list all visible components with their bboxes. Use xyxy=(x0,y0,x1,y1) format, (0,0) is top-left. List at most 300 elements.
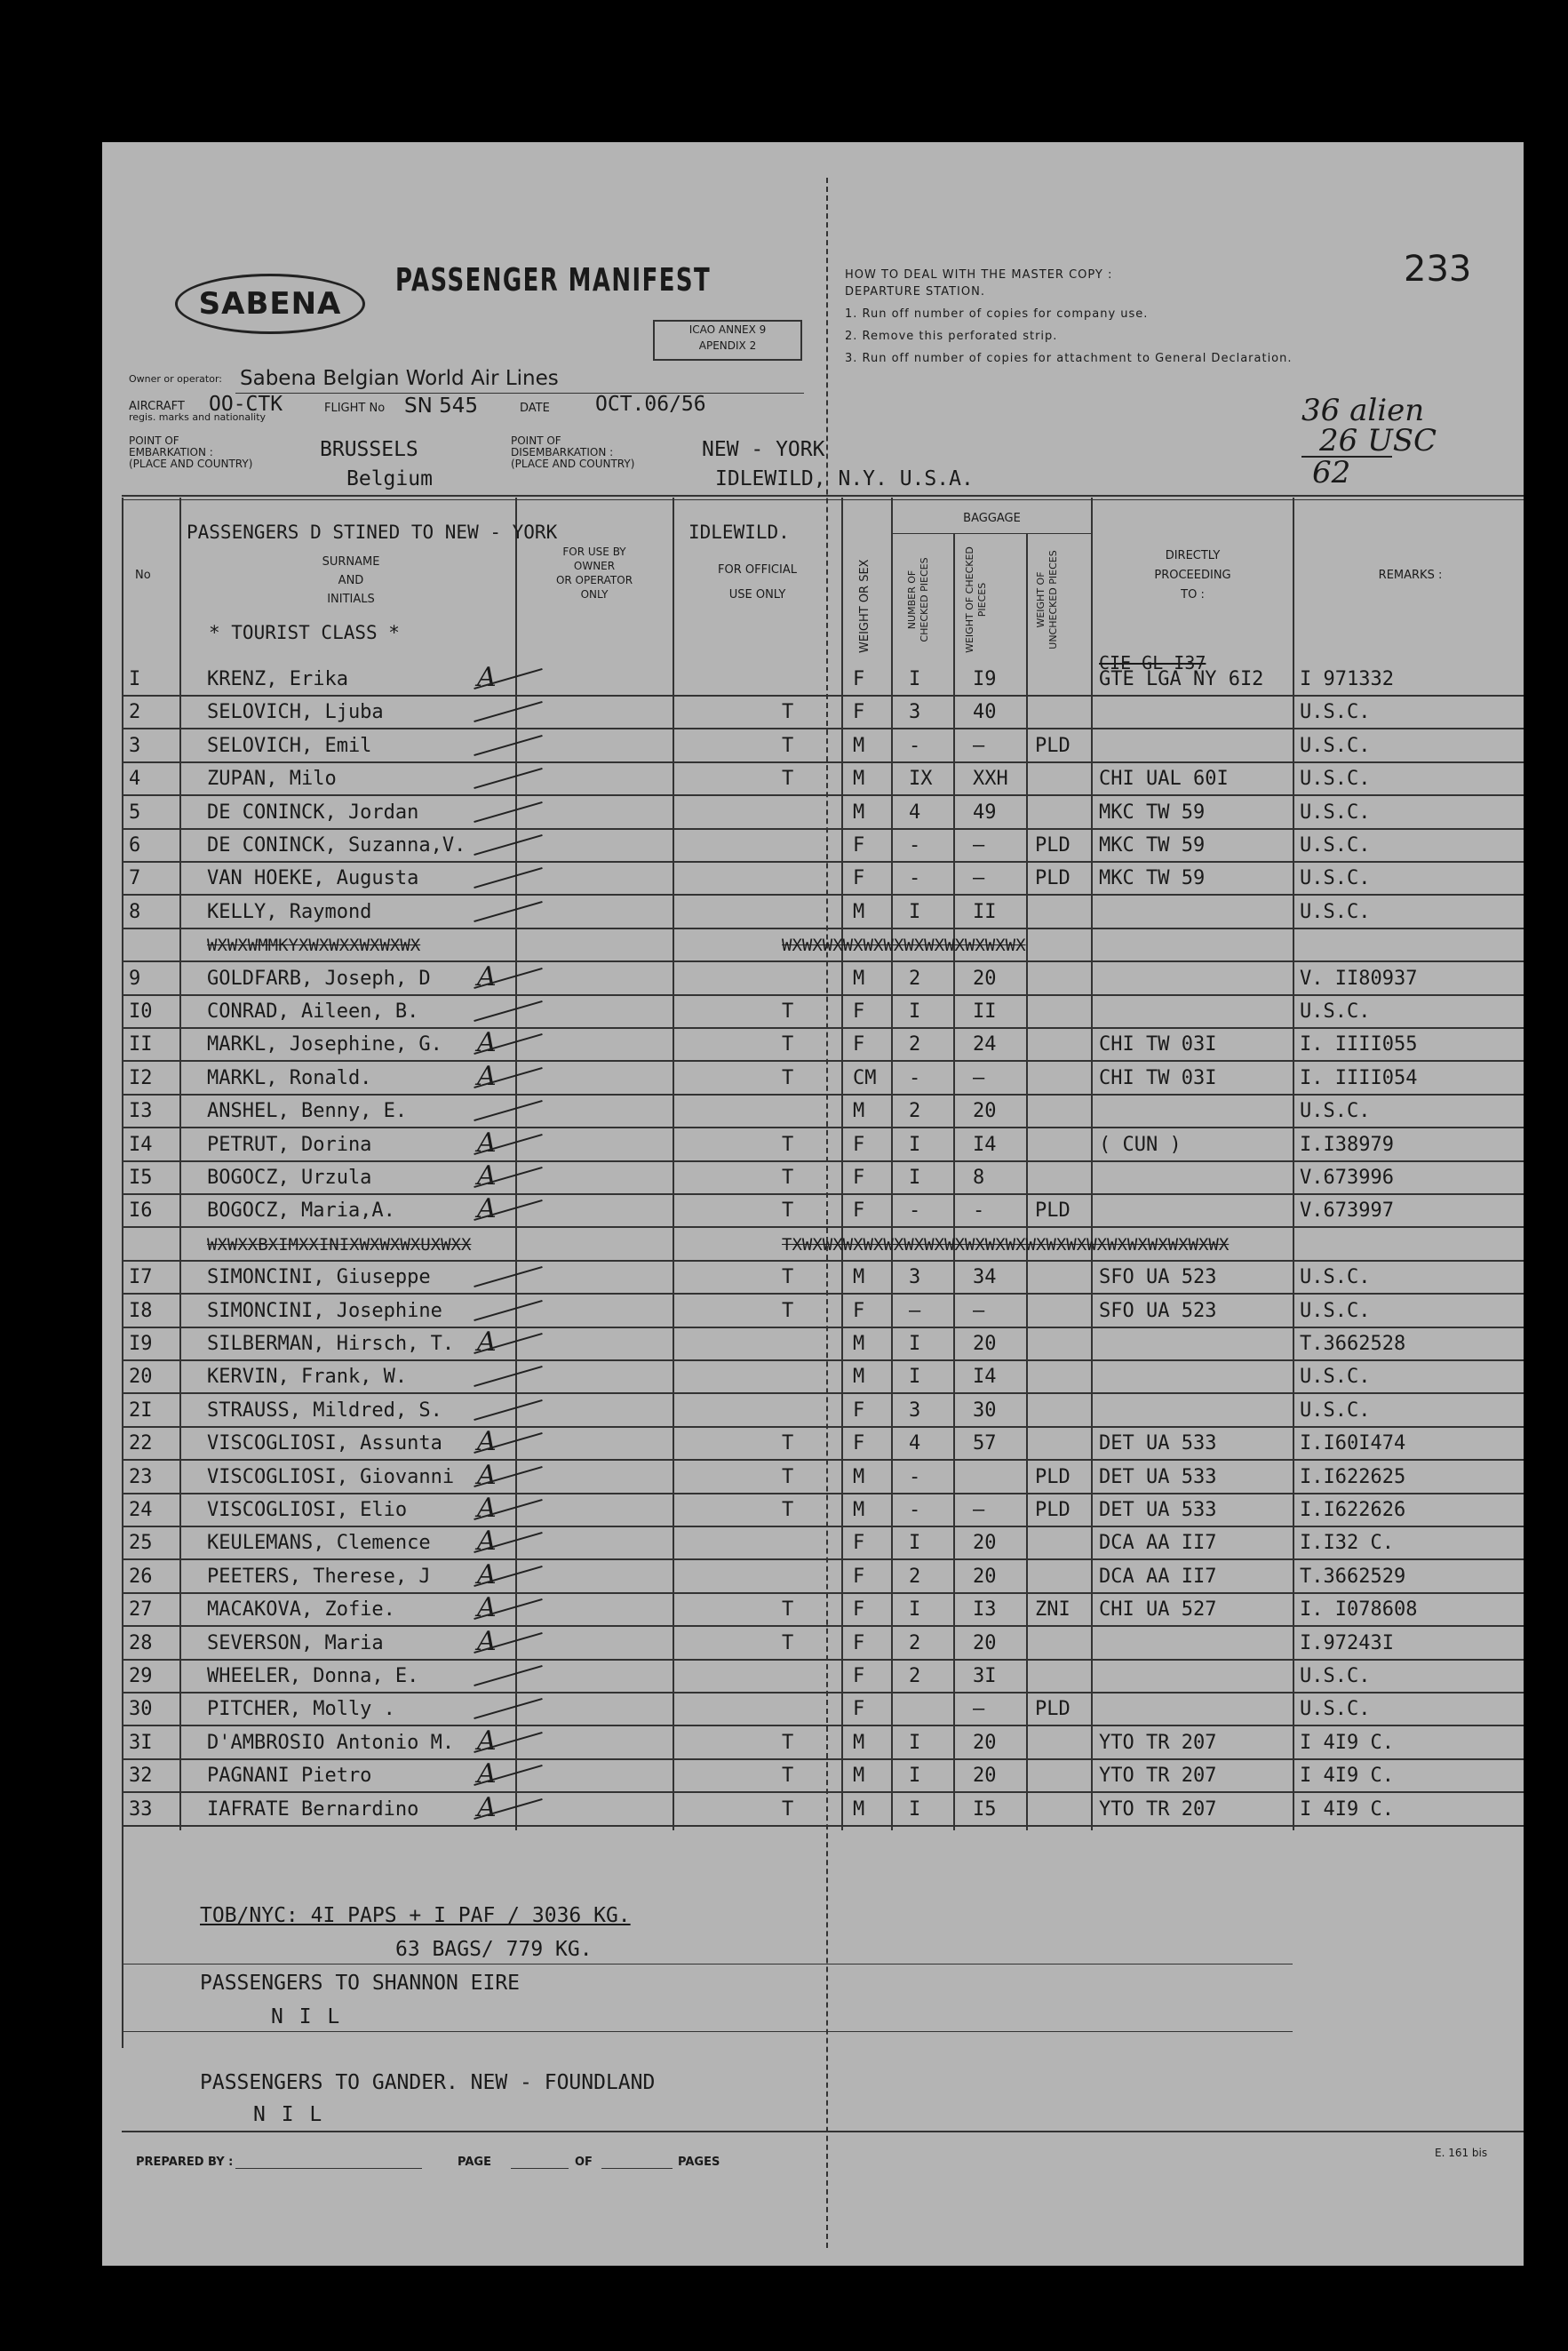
footer-prepared-line xyxy=(235,2168,422,2169)
remarks: V.673996 xyxy=(1300,1167,1394,1189)
official-mark: TXWXWXWXWXWXWXWXWXWXWXWXWXWXWXWXWXWXWXWXWXWX xyxy=(782,1234,1230,1255)
table-row xyxy=(122,1027,1524,1062)
passenger-sex: M xyxy=(853,768,865,791)
page-number: 233 xyxy=(1404,249,1472,290)
checked-pieces: 2 xyxy=(909,1631,921,1654)
handwritten-check-mark: A xyxy=(477,1060,497,1092)
checked-weight: — xyxy=(973,734,985,757)
checked-pieces: I xyxy=(909,1598,921,1622)
checked-weight: 20 xyxy=(973,1731,997,1754)
table-row xyxy=(122,1626,1524,1661)
passenger-name: VAN HOEKE, Augusta xyxy=(207,867,419,890)
checked-pieces: 2 xyxy=(909,967,921,990)
summary-gander: PASSENGERS TO GANDER. NEW - FOUNDLAND xyxy=(200,2071,656,2094)
remarks: U.S.C. xyxy=(1300,867,1371,890)
row-number: II xyxy=(129,1033,153,1056)
proceeding-to: CHI UAL 60I xyxy=(1099,768,1229,791)
remarks: I.I38979 xyxy=(1300,1133,1394,1156)
embark-label-line1: POINT OF xyxy=(129,434,179,447)
pen-check-stroke xyxy=(474,901,542,922)
table-row xyxy=(122,861,1524,896)
unchecked-weight: ZNI xyxy=(1035,1598,1071,1622)
row-number: 32 xyxy=(129,1765,153,1788)
checked-pieces: 2 xyxy=(909,1665,921,1687)
footer-of: OF xyxy=(575,2156,593,2169)
passenger-name: PETRUT, Dorina xyxy=(207,1133,372,1156)
passenger-name: SILBERMAN, Hirsch, T. xyxy=(207,1333,455,1355)
checked-weight: II xyxy=(973,1000,997,1023)
checked-pieces: I xyxy=(909,900,921,923)
owner-underline xyxy=(235,393,804,394)
pen-check-stroke xyxy=(474,1100,542,1121)
checked-weight: 8 xyxy=(973,1167,985,1189)
row-number: I6 xyxy=(129,1199,153,1223)
unchecked-weight: PLD xyxy=(1035,1199,1071,1223)
checked-weight: 20 xyxy=(973,1333,997,1355)
col-header-owner-use xyxy=(518,545,671,602)
col-header-surname: SURNAME xyxy=(322,555,380,569)
proceeding-to: DET UA 533 xyxy=(1099,1432,1217,1455)
checked-weight: - xyxy=(973,1199,985,1223)
embark-label-line2: EMBARKATION : xyxy=(129,446,213,458)
table-row xyxy=(122,1725,1524,1760)
checked-weight: 20 xyxy=(973,967,997,990)
handwritten-check-mark: A xyxy=(477,960,497,992)
checked-pieces: - xyxy=(909,867,921,890)
checked-weight: — xyxy=(973,834,985,857)
checked-pieces: 4 xyxy=(909,801,921,824)
checked-weight: 24 xyxy=(973,1033,997,1056)
passenger-name: BOGOCZ, Urzula xyxy=(207,1167,372,1189)
table-row xyxy=(122,1559,1524,1594)
footer-of-line xyxy=(601,2168,673,2169)
checked-pieces: I xyxy=(909,1333,921,1355)
official-mark: WXWXWXWXWXWXWXWXWXWXWXWX xyxy=(782,936,1026,956)
row-number: I7 xyxy=(129,1266,153,1289)
remarks: U.S.C. xyxy=(1300,834,1371,857)
remarks: U.S.C. xyxy=(1300,1366,1371,1389)
col-header-idlewild: IDLEWILD. xyxy=(688,522,790,543)
passenger-sex: F xyxy=(853,1598,865,1622)
passenger-sex: F xyxy=(853,1033,865,1056)
proceeding-to: DET UA 533 xyxy=(1099,1499,1217,1521)
table-top-border-2 xyxy=(122,499,1524,500)
checked-pieces: 3 xyxy=(909,1399,921,1422)
passenger-sex: F xyxy=(853,1665,865,1687)
unchecked-weight: PLD xyxy=(1035,1499,1071,1521)
embark-country: Belgium xyxy=(346,467,433,490)
checked-weight: I3 xyxy=(973,1598,997,1622)
table-row xyxy=(122,828,1524,863)
passenger-name: WXWXXBXIMXXINIXWXWXWXUXWXX xyxy=(207,1234,472,1255)
proceeding-to: SFO UA 523 xyxy=(1099,1299,1217,1322)
disembark-label-line2: DISEMBARKATION : xyxy=(511,446,614,458)
direct-line1: DIRECTLY xyxy=(1165,549,1221,562)
form-number: E. 161 bis xyxy=(1435,2147,1488,2159)
handwritten-check-mark: A xyxy=(477,1459,497,1491)
table-row xyxy=(122,1061,1524,1096)
official-mark: T xyxy=(782,1299,794,1322)
row-number: I4 xyxy=(129,1133,153,1156)
official-mark: T xyxy=(782,1000,794,1023)
table-row xyxy=(122,1094,1524,1128)
passenger-name: D'AMBROSIO Antonio M. xyxy=(207,1731,455,1754)
remarks: I.97243I xyxy=(1300,1631,1394,1654)
official-mark: T xyxy=(782,1731,794,1754)
proceeding-to: YTO TR 207 xyxy=(1099,1731,1217,1754)
row-number: 9 xyxy=(129,967,141,990)
checked-weight: 40 xyxy=(973,701,997,724)
checked-weight: I4 xyxy=(973,1133,997,1156)
remarks: U.S.C. xyxy=(1300,701,1371,724)
passenger-sex: F xyxy=(853,1133,865,1156)
remarks: T.3662528 xyxy=(1300,1333,1406,1355)
handwritten-check-mark: A xyxy=(477,1558,497,1590)
row-number: 33 xyxy=(129,1797,153,1821)
flight-value: SN 545 xyxy=(404,394,479,418)
col-header-checked-weight: WEIGHT OF CHECKED PIECES xyxy=(964,546,988,653)
instruction-1: 1. Run off number of copies for company use. xyxy=(845,307,1149,321)
passenger-sex: F xyxy=(853,1631,865,1654)
remarks: V. II80937 xyxy=(1300,967,1418,990)
checked-weight: 57 xyxy=(973,1432,997,1455)
proceeding-to: MKC TW 59 xyxy=(1099,834,1206,857)
passenger-name: GOLDFARB, Joseph, D xyxy=(207,967,431,990)
handwritten-check-mark: A xyxy=(477,1426,497,1458)
passenger-sex: F xyxy=(853,867,865,890)
passenger-name: PITCHER, Molly . xyxy=(207,1698,395,1721)
pen-check-stroke xyxy=(474,735,542,756)
passenger-sex: M xyxy=(853,734,865,757)
summary-tob: TOB/NYC: 4I PAPS + I PAF / 3036 KG. xyxy=(200,1904,631,1927)
handwritten-check-mark: A xyxy=(477,1625,497,1657)
official-mark: T xyxy=(782,1797,794,1821)
owner-use-line1: FOR USE BY xyxy=(562,546,626,558)
pen-check-stroke xyxy=(474,801,542,823)
passenger-sex: M xyxy=(853,1100,865,1123)
passenger-name: VISCOGLIOSI, Assunta xyxy=(207,1432,442,1455)
checked-pieces: 3 xyxy=(909,701,921,724)
handwritten-check-mark: A xyxy=(477,662,497,693)
official-mark: T xyxy=(782,1631,794,1654)
passenger-name: SELOVICH, Ljuba xyxy=(207,701,384,724)
checked-weight: — xyxy=(973,1698,985,1721)
col-header-weight-sex: WEIGHT OR SEX xyxy=(858,559,872,653)
appendix-label: APENDIX 2 xyxy=(698,339,757,352)
proceeding-to: SFO UA 523 xyxy=(1099,1266,1217,1289)
table-row xyxy=(122,1193,1524,1228)
checked-pieces: 2 xyxy=(909,1033,921,1056)
instructions-title: HOW TO DEAL WITH THE MASTER COPY : xyxy=(845,268,1113,282)
checked-pieces: 2 xyxy=(909,1565,921,1588)
row-number: I xyxy=(129,668,141,690)
checked-pieces: - xyxy=(909,1465,921,1488)
pen-check-stroke xyxy=(474,1300,542,1321)
unchecked-weight: PLD xyxy=(1035,1465,1071,1488)
remarks: U.S.C. xyxy=(1300,1000,1371,1023)
table-row xyxy=(122,1359,1524,1394)
handwritten-check-mark: A xyxy=(477,1160,497,1191)
table-row xyxy=(122,1758,1524,1793)
row-number: 27 xyxy=(129,1598,153,1622)
handwritten-check-mark: A xyxy=(477,1725,497,1757)
checked-weight: I4 xyxy=(973,1366,997,1389)
checked-weight: I5 xyxy=(973,1797,997,1821)
row-number: 28 xyxy=(129,1631,153,1654)
checked-pieces: I xyxy=(909,1532,921,1555)
row-number: 5 xyxy=(129,801,141,824)
passenger-sex: F xyxy=(853,701,865,724)
proceeding-to: MKC TW 59 xyxy=(1099,867,1206,890)
row-number: I5 xyxy=(129,1167,153,1189)
flight-label: FLIGHT No xyxy=(324,402,386,415)
official-mark: T xyxy=(782,1598,794,1622)
disembark-label-line3: (PLACE AND COUNTRY) xyxy=(511,458,635,470)
passenger-name: MARKL, Josephine, G. xyxy=(207,1033,442,1056)
table-row xyxy=(122,1526,1524,1560)
checked-weight: 20 xyxy=(973,1631,997,1654)
row-number: 26 xyxy=(129,1565,153,1588)
col-header-surname-block xyxy=(187,553,515,609)
row-number: 3 xyxy=(129,734,141,757)
pen-check-stroke xyxy=(474,768,542,789)
passenger-sex: F xyxy=(853,1167,865,1189)
table-row xyxy=(122,1460,1524,1494)
remarks: U.S.C. xyxy=(1300,801,1371,824)
passenger-name: DE CONINCK, Suzanna,V. xyxy=(207,834,466,857)
official-mark: T xyxy=(782,1266,794,1289)
embark-label-line3: (PLACE AND COUNTRY) xyxy=(129,458,253,470)
remarks: I 4I9 C. xyxy=(1300,1765,1394,1788)
passenger-name: MACAKOVA, Zofie. xyxy=(207,1598,395,1622)
remarks: I. IIII054 xyxy=(1300,1066,1418,1089)
summary-line-2 xyxy=(122,2031,1293,2032)
passenger-name: CONRAD, Aileen, B. xyxy=(207,1000,419,1023)
passenger-sex: CM xyxy=(853,1066,877,1089)
remarks: V.673997 xyxy=(1300,1199,1394,1223)
manifest-page xyxy=(102,142,1524,2266)
row-number: 3I xyxy=(129,1731,153,1754)
passenger-name: MARKL, Ronald. xyxy=(207,1066,372,1089)
checked-pieces: 3 xyxy=(909,1266,921,1289)
proceeding-to: ( CUN ) xyxy=(1099,1133,1182,1156)
checked-weight: — xyxy=(973,1499,985,1521)
remarks: U.S.C. xyxy=(1300,1399,1371,1422)
remarks: T.3662529 xyxy=(1300,1565,1406,1588)
official-mark: T xyxy=(782,1167,794,1189)
proceeding-to: YTO TR 207 xyxy=(1099,1797,1217,1821)
checked-weight: 49 xyxy=(973,801,997,824)
table-row xyxy=(122,795,1524,830)
table-row xyxy=(122,1692,1524,1726)
checked-pieces: I xyxy=(909,668,921,690)
passenger-sex: M xyxy=(853,801,865,824)
checked-weight: — xyxy=(973,867,985,890)
row-number: 29 xyxy=(129,1665,153,1687)
remarks: U.S.C. xyxy=(1300,900,1371,923)
unchecked-weight: PLD xyxy=(1035,1698,1071,1721)
passenger-sex: M xyxy=(853,900,865,923)
col-header-and: AND xyxy=(338,574,364,587)
table-row xyxy=(122,1294,1524,1328)
summary-nil-1: N I L xyxy=(271,2005,342,2028)
row-number: 2 xyxy=(129,701,141,724)
passenger-name: DE CONINCK, Jordan xyxy=(207,801,419,824)
official-mark: T xyxy=(782,1133,794,1156)
annex-label: ICAO ANNEX 9 xyxy=(688,323,767,336)
registration-label: regis. marks and nationality xyxy=(129,411,267,423)
passenger-sex: F xyxy=(853,1432,865,1455)
passenger-name: KELLY, Raymond xyxy=(207,900,372,923)
summary-bags: 63 BAGS/ 779 KG. xyxy=(395,1938,593,1961)
checked-weight: XXH xyxy=(973,768,1008,791)
table-row xyxy=(122,961,1524,996)
remarks: I 971332 xyxy=(1300,668,1394,690)
aircraft-label: AIRCRAFT xyxy=(129,400,185,413)
aircraft-value: OO-CTK xyxy=(209,393,283,416)
table-row xyxy=(122,1592,1524,1627)
instructions-block xyxy=(845,267,1467,367)
row-number: I2 xyxy=(129,1066,153,1089)
passenger-sex: M xyxy=(853,1499,865,1521)
remarks: I.I622625 xyxy=(1300,1465,1406,1488)
pen-check-stroke xyxy=(474,834,542,856)
table-row xyxy=(122,895,1524,929)
checked-weight: II xyxy=(973,900,997,923)
col-header-remarks: REMARKS : xyxy=(1378,569,1443,582)
passenger-sex: F xyxy=(853,1299,865,1322)
tally-usc: 26 USC xyxy=(1319,423,1437,458)
disembark-place: IDLEWILD, N.Y. U.S.A. xyxy=(715,467,974,490)
proceeding-to: DET UA 533 xyxy=(1099,1465,1217,1488)
owner-label: Owner or operator: xyxy=(129,373,222,385)
baggage-underline xyxy=(891,533,1091,534)
tally-aliens: 36 alien xyxy=(1301,393,1425,428)
official-mark: T xyxy=(782,1465,794,1488)
owner-use-line4: ONLY xyxy=(580,588,609,601)
handwritten-check-mark: A xyxy=(477,1127,497,1159)
passenger-name: WXWXWMMKYXWXWXXWXWXWX xyxy=(207,936,421,956)
passenger-name: SEVERSON, Maria xyxy=(207,1631,384,1654)
checked-pieces: - xyxy=(909,834,921,857)
checked-weight: 34 xyxy=(973,1266,997,1289)
remarks: I.I60I474 xyxy=(1300,1432,1406,1455)
disembark-label xyxy=(511,435,634,470)
table-row xyxy=(122,695,1524,729)
checked-pieces: I xyxy=(909,1797,921,1821)
official-line1: FOR OFFICIAL xyxy=(718,563,797,577)
embark-city: BRUSSELS xyxy=(320,438,418,461)
owner-value: Sabena Belgian World Air Lines xyxy=(240,367,559,390)
passenger-name: KRENZ, Erika xyxy=(207,668,348,690)
table-bottom-border xyxy=(122,2131,1524,2132)
handwritten-check-mark: A xyxy=(477,1327,497,1358)
checked-weight: — xyxy=(973,1066,985,1089)
official-mark: T xyxy=(782,1432,794,1455)
passenger-sex: F xyxy=(853,1000,865,1023)
handwritten-tally xyxy=(1301,395,1437,488)
checked-pieces: - xyxy=(909,1499,921,1521)
handwritten-check-mark: A xyxy=(477,1758,497,1790)
table-top-border xyxy=(122,495,1524,497)
proceeding-to: GTE LGA NY 6I2 xyxy=(1099,668,1264,690)
row-number: 24 xyxy=(129,1499,153,1521)
passenger-name: IAFRATE Bernardino xyxy=(207,1797,419,1821)
summary-nil-2: N I L xyxy=(253,2103,324,2126)
pen-check-stroke xyxy=(474,701,542,722)
table-row xyxy=(122,1327,1524,1361)
handwritten-check-mark: A xyxy=(477,1193,497,1225)
handwritten-check-mark: A xyxy=(477,1493,497,1524)
row-number: 23 xyxy=(129,1465,153,1488)
passenger-sex: F xyxy=(853,1199,865,1223)
annex-box xyxy=(653,320,802,361)
owner-use-line2: OWNER xyxy=(573,560,616,572)
passenger-name: PAGNANI Pietro xyxy=(207,1765,372,1788)
checked-weight: I9 xyxy=(973,668,997,690)
passenger-sex: F xyxy=(853,1399,865,1422)
table-row xyxy=(122,1426,1524,1461)
official-mark: T xyxy=(782,1033,794,1056)
proceeding-to: CHI TW 03I xyxy=(1099,1033,1217,1056)
checked-pieces: - xyxy=(909,1199,921,1223)
passenger-sex: M xyxy=(853,1731,865,1754)
checked-pieces: I xyxy=(909,1765,921,1788)
passenger-name: BOGOCZ, Maria,A. xyxy=(207,1199,395,1223)
proceeding-to: CHI UA 527 xyxy=(1099,1598,1217,1622)
official-line2: USE ONLY xyxy=(728,588,786,602)
remarks: I 4I9 C. xyxy=(1300,1731,1394,1754)
sabena-logo: SABENA xyxy=(175,274,365,334)
passenger-sex: M xyxy=(853,1797,865,1821)
date-label: DATE xyxy=(520,402,550,415)
form-title: PASSENGER MANIFEST xyxy=(395,262,712,299)
passenger-sex: M xyxy=(853,967,865,990)
handwritten-check-mark: A xyxy=(477,1027,497,1059)
summary-shannon: PASSENGERS TO SHANNON EIRE xyxy=(200,1972,521,1995)
remarks: U.S.C. xyxy=(1300,1665,1371,1687)
instructions-station: DEPARTURE STATION. xyxy=(845,285,985,299)
struck-row xyxy=(122,928,1524,962)
passenger-name: VISCOGLIOSI, Elio xyxy=(207,1499,408,1521)
row-number: 25 xyxy=(129,1532,153,1555)
footer-page-line xyxy=(511,2168,569,2169)
table-row xyxy=(122,1393,1524,1428)
table-row xyxy=(122,1493,1524,1527)
table-row xyxy=(122,1128,1524,1162)
table-row xyxy=(122,662,1524,697)
col-header-no: No xyxy=(135,569,151,582)
instruction-2: 2. Remove this perforated strip. xyxy=(845,330,1058,343)
passenger-name: WHEELER, Donna, E. xyxy=(207,1665,419,1687)
row-number: 30 xyxy=(129,1698,153,1721)
remarks: U.S.C. xyxy=(1300,1266,1371,1289)
pen-check-stroke xyxy=(474,1698,542,1719)
handwritten-check-mark: A xyxy=(477,1592,497,1624)
checked-pieces: - xyxy=(909,1066,921,1089)
col-header-baggage: BAGGAGE xyxy=(963,512,1021,525)
embark-label xyxy=(129,435,252,470)
handwritten-check-mark: A xyxy=(477,1526,497,1558)
disembark-city: NEW - YORK xyxy=(702,438,825,461)
row-number: I8 xyxy=(129,1299,153,1322)
checked-weight: 30 xyxy=(973,1399,997,1422)
passenger-sex: M xyxy=(853,1465,865,1488)
tally-total: 62 xyxy=(1301,456,1392,488)
row-number: 4 xyxy=(129,768,141,791)
checked-pieces: I xyxy=(909,1366,921,1389)
checked-weight: 3I xyxy=(973,1665,997,1687)
